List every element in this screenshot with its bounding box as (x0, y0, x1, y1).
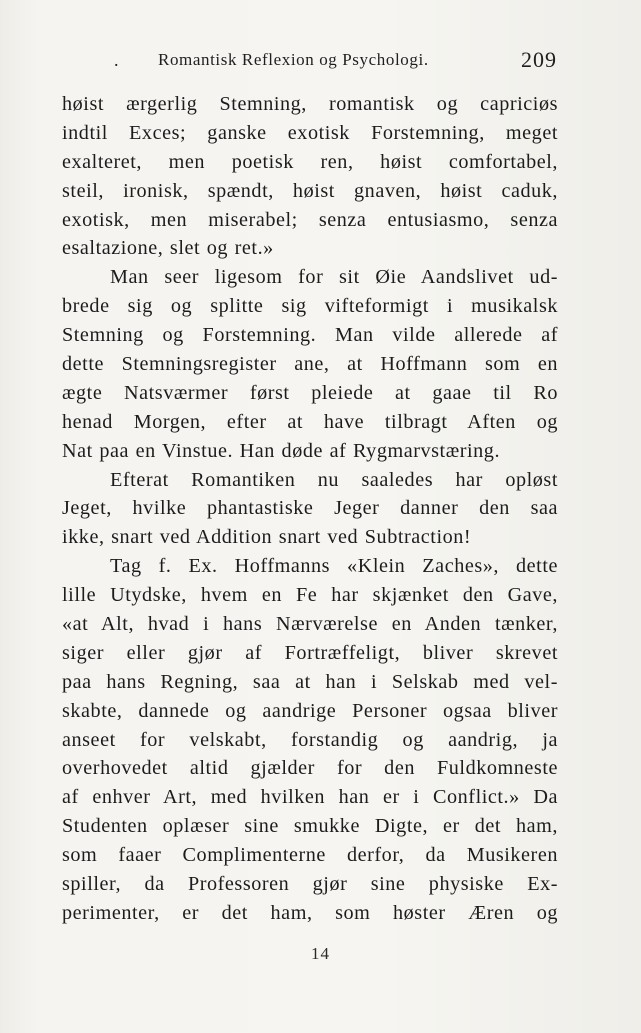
body-text (62, 90, 558, 928)
text-line: som faaer Complimenterne derfor, da Musikeren (62, 844, 558, 867)
text-line: paa hans Regning, saa at han i Selskab med vel- (62, 670, 558, 693)
text-line: «at Alt, hvad i hans Nærværelse en Anden tænker, (62, 613, 558, 636)
header-dot: . (114, 50, 119, 70)
text-line: dette Stemningsregister ane, at Hoffmann som en (62, 353, 558, 376)
text-line: esaltazione, slet og ret.» (62, 237, 274, 260)
text-line: overhovedet altid gjælder for den Fuldkomneste (62, 757, 558, 780)
text-line: Man seer ligesom for sit Øie Aandslivet ud- (110, 266, 558, 289)
running-title: Romantisk Reflexion og Psychologi. (158, 50, 429, 69)
text-line: ægte Natsværmer først pleiede at gaae til Ro (62, 381, 558, 404)
text-line: Stemning og Forstemning. Man vilde allerede af (62, 324, 558, 347)
text-line: exotisk, men miserabel; senza entusiasmo, senza (62, 208, 558, 231)
text-line: siger eller gjør af Fortræffeligt, bliver skrevet (62, 641, 558, 664)
text-line: høist ærgerlig Stemning, romantisk og capriciøs (62, 93, 558, 115)
text-line: Jeget, hvilke phantastiske Jeger danner den saa (62, 497, 558, 520)
text-line: lille Utydske, hvem en Fe har skjænket den Gave, (62, 584, 558, 607)
text-line: af enhver Art, med hvilken han er i Conflict.» Da (62, 786, 558, 809)
text-line: brede sig og splitte sig vifteformigt i musikalsk (62, 295, 558, 318)
text-line: Nat paa en Vinstue. Han døde af Rygmarvstæring. (62, 439, 501, 462)
text-line: Tag f. Ex. Hoffmanns «Klein Zaches», dette (110, 555, 558, 578)
page-number: 209 (521, 47, 557, 72)
text-line: exalteret, men poetisk ren, høist comfortabel, (62, 150, 558, 173)
page-header (62, 46, 557, 74)
signature-mark: 14 (311, 944, 330, 963)
text-line: steil, ironisk, spændt, høist gnaven, høist caduk, (62, 179, 558, 202)
text-line: Studenten oplæser sine smukke Digte, er det ham, (62, 815, 558, 838)
text-line: ikke, snart ved Addition snart ved Subtraction! (62, 526, 472, 549)
text-line: perimenter, er det ham, som høster Æren og (62, 901, 558, 924)
text-line: Efterat Romantiken nu saaledes har opløst (110, 468, 558, 491)
text-line: spiller, da Professoren gjør sine physiske Ex- (62, 873, 558, 896)
text-line: anseet for velskabt, forstandig og aandrig, ja (62, 728, 558, 751)
text-line: indtil Exces; ganske exotisk Forstemning, meget (62, 121, 558, 144)
text-line: skabte, dannede og aandrige Personer ogsaa bliver (62, 699, 558, 722)
text-line: henad Morgen, efter at have tilbragt Aften og (62, 410, 558, 433)
